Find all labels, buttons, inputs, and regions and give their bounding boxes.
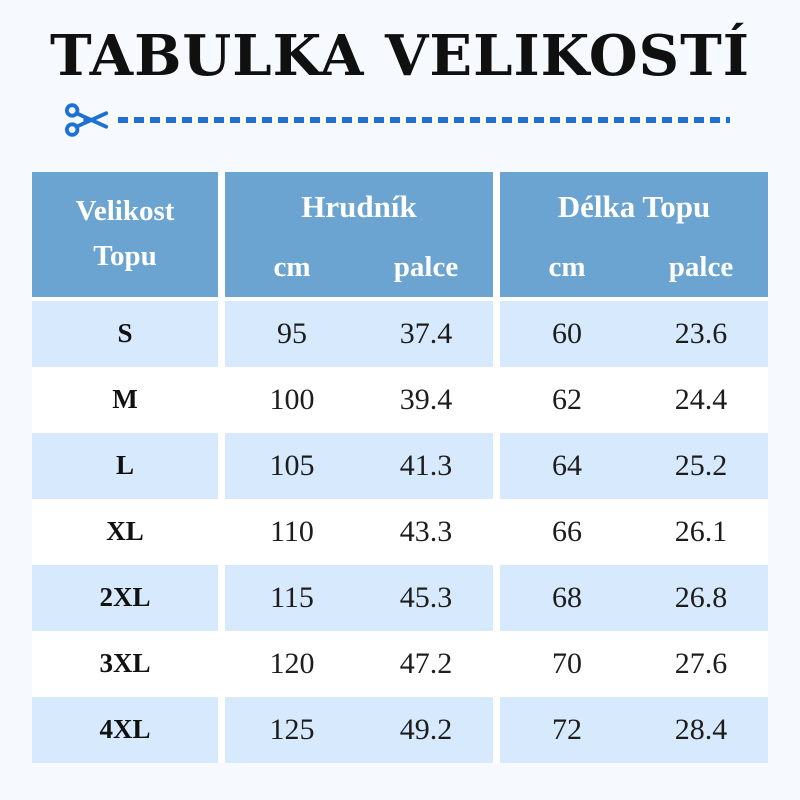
length-palce-cell: 26.1 [634, 499, 768, 565]
table-row [32, 499, 768, 565]
column-gutter [493, 301, 500, 367]
length-cm-cell: 64 [500, 433, 634, 499]
header-chest-label: Hrudník [301, 188, 417, 224]
chest-cm-cell: 115 [225, 565, 359, 631]
size-cell: L [32, 433, 218, 499]
header-size-line1: Velikost [75, 195, 175, 228]
size-cell: S [32, 301, 218, 367]
size-cell: 3XL [32, 631, 218, 697]
column-gutter [218, 172, 225, 297]
table-row [32, 631, 768, 697]
length-cm-cell: 72 [500, 697, 634, 763]
table-row [32, 433, 768, 499]
length-palce-cell: 23.6 [634, 301, 768, 367]
length-cm-cell: 66 [500, 499, 634, 565]
column-gutter [493, 697, 500, 763]
header-length-palce: palce [668, 250, 734, 283]
chest-palce-cell: 37.4 [359, 301, 493, 367]
column-gutter [493, 433, 500, 499]
column-gutter [218, 301, 225, 367]
scissors-icon [64, 100, 110, 140]
length-palce-cell: 26.8 [634, 565, 768, 631]
length-palce-cell: 28.4 [634, 697, 768, 763]
column-gutter [493, 499, 500, 565]
header-chest-palce: palce [393, 250, 459, 283]
length-cm-cell: 70 [500, 631, 634, 697]
length-cm-cell: 62 [500, 367, 634, 433]
length-cm-cell: 60 [500, 301, 634, 367]
dashed-cut-line [118, 117, 730, 123]
header-size-column [32, 172, 218, 297]
chest-cm-cell: 120 [225, 631, 359, 697]
column-gutter [218, 697, 225, 763]
chest-cm-cell: 110 [225, 499, 359, 565]
column-gutter [218, 565, 225, 631]
header-size-line2: Topu [93, 240, 157, 273]
chest-cm-cell: 95 [225, 301, 359, 367]
header-chest-cm: cm [273, 250, 311, 283]
size-cell: 2XL [32, 565, 218, 631]
chest-palce-cell: 47.2 [359, 631, 493, 697]
chest-palce-cell: 41.3 [359, 433, 493, 499]
header-chest-group [225, 172, 493, 297]
length-palce-cell: 27.6 [634, 631, 768, 697]
chest-palce-cell: 49.2 [359, 697, 493, 763]
chest-palce-cell: 39.4 [359, 367, 493, 433]
page-title: TABULKA VELIKOSTÍ [50, 23, 750, 89]
chest-cm-cell: 125 [225, 697, 359, 763]
chest-palce-cell: 43.3 [359, 499, 493, 565]
table-row [32, 697, 768, 763]
chest-cm-cell: 100 [225, 367, 359, 433]
column-gutter [493, 565, 500, 631]
column-gutter [218, 433, 225, 499]
table-row [32, 367, 768, 433]
table-row [32, 301, 768, 367]
column-gutter [493, 172, 500, 297]
header-length-cm: cm [548, 250, 586, 283]
column-gutter [218, 367, 225, 433]
size-cell: XL [32, 499, 218, 565]
column-gutter [218, 499, 225, 565]
column-gutter [493, 631, 500, 697]
size-table [32, 172, 768, 763]
table-row [32, 565, 768, 631]
size-cell: 4XL [32, 697, 218, 763]
length-palce-cell: 25.2 [634, 433, 768, 499]
size-cell: M [32, 367, 218, 433]
length-cm-cell: 68 [500, 565, 634, 631]
column-gutter [493, 367, 500, 433]
table-header [32, 172, 768, 297]
header-length-label: Délka Topu [557, 188, 711, 224]
header-length-group [500, 172, 768, 297]
column-gutter [218, 631, 225, 697]
chest-palce-cell: 45.3 [359, 565, 493, 631]
length-palce-cell: 24.4 [634, 367, 768, 433]
cut-line-divider [64, 98, 730, 142]
chest-cm-cell: 105 [225, 433, 359, 499]
